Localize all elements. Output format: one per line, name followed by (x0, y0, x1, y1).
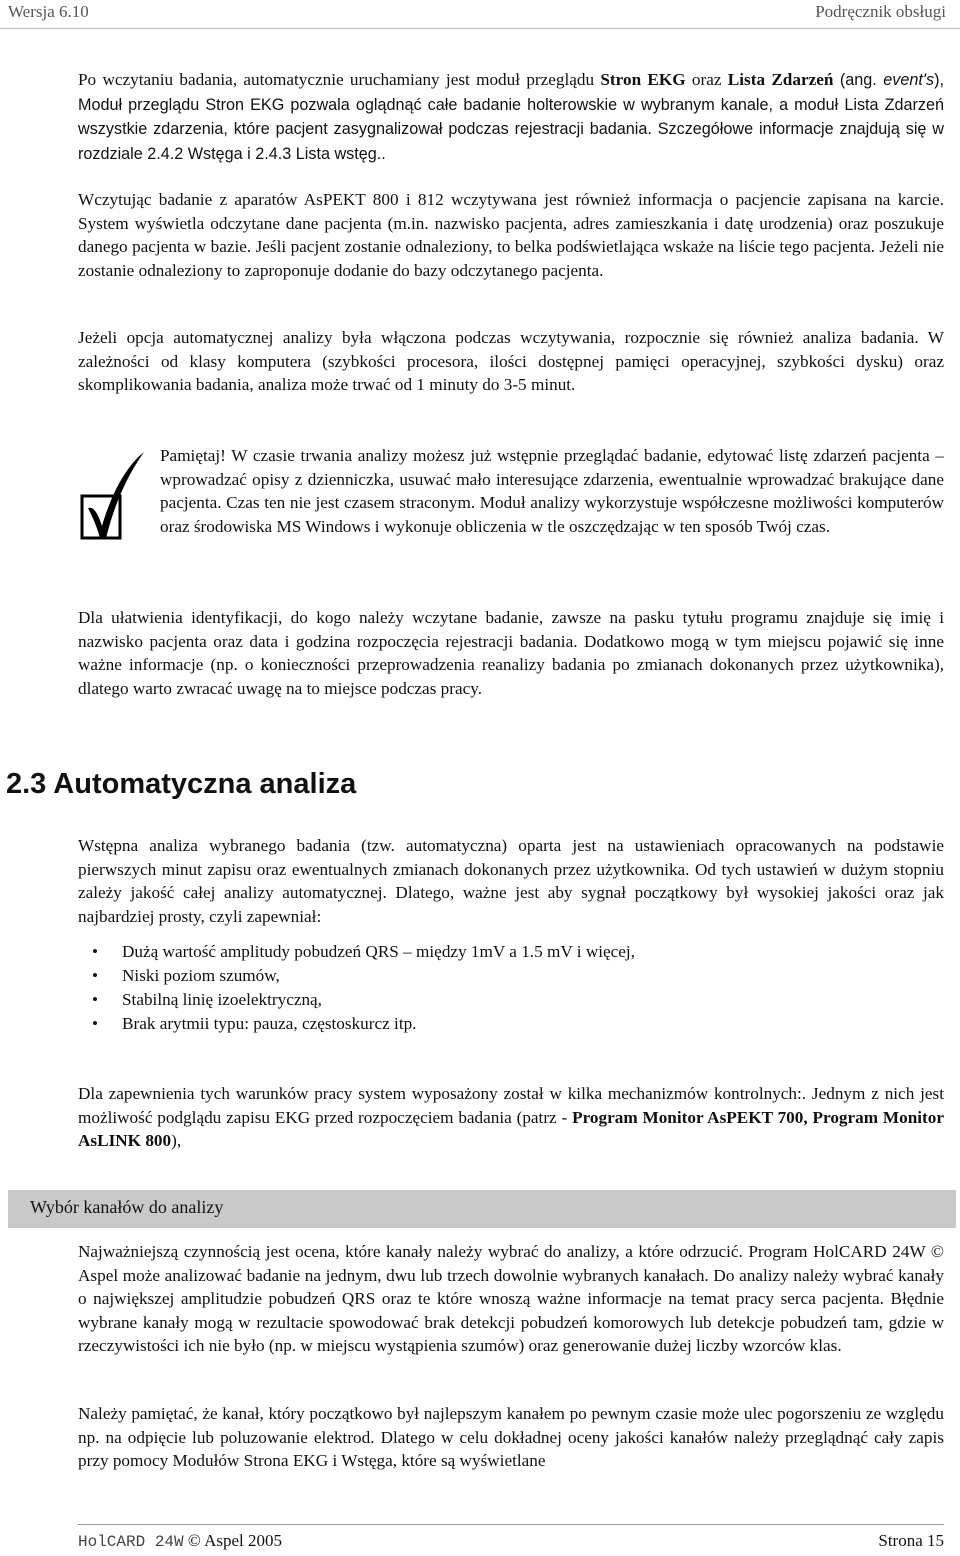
list-item (92, 988, 932, 1012)
italic-term: event's (883, 71, 935, 89)
remember-note: Pamiętaj! W czasie trwania analizy możesz już wstępnie przeglądać badanie, edytować listę zdarzeń pacjenta – wprowadzać opisy z dzienniczka, usuwać mało interesujące zdarzenia, ewentualnie wprowadzać brakujące dane pacjenta. Czas ten nie jest czasem straconym. Moduł analizy wykorzystuje współczesne możliwości komputerów oraz środowiska MS Windows i wykonuje obliczenia w tle oszczędzając w ten sposób Twój czas. (160, 446, 944, 536)
footer-product: HolCARD 24W (78, 1533, 184, 1551)
header-version: Wersja 6.10 (8, 2, 89, 21)
page-header (0, 0, 960, 28)
list-item-text: Niski poziom szumów, (122, 966, 280, 985)
paragraph-channel-quality: Należy pamiętać, że kanał, który początkowo był najlepszym kanałem po pewnym czasie może ulec pogorszeniu ze względu np. na odpięcie lub poluzowanie elektrod. Dlatego w celu dokładnej oceny jakości kanałów należy przeglądnąć cały zapis przy pomocy Modułów Strona EKG i Wstęga, które są wyświetlane (78, 1404, 944, 1470)
list-item (92, 964, 932, 988)
text: ), (171, 1131, 182, 1150)
list-item (92, 1012, 932, 1036)
checkmark-icon (80, 446, 148, 542)
bold-term: Lista Zdarzeń (727, 70, 834, 89)
header-divider (0, 28, 960, 29)
subsection-title: Wybór kanałów do analizy (30, 1197, 224, 1217)
bullet-icon: • (92, 990, 99, 1009)
text: Po wczytaniu badania, automatycznie uruchamiany jest moduł przeglądu (78, 70, 601, 89)
footer-page-label: Strona (878, 1531, 927, 1550)
paragraph-identification: Dla ułatwienia identyfikacji, do kogo należy wczytane badanie, zawsze na pasku tytułu programu znajduje się imię i nazwisko pacjenta oraz data i godzina rozpoczęcia rejestracji badania. Dodatkowo mogą w tym miejscu pojawić się inne ważne informacje (np. o konieczności przeprowadzenia reanalizy badania po zmianach dokonanych przez użytkownika), dlatego warto zwracać uwagę na to miejsce podczas pracy. (78, 608, 944, 698)
bullet-icon: • (92, 966, 99, 985)
bullet-icon: • (92, 942, 99, 961)
paragraph-control-mechanisms (78, 1082, 944, 1153)
bullet-icon: • (92, 1014, 99, 1033)
footer-page (878, 1531, 944, 1551)
footer-left (78, 1531, 282, 1551)
text: (ang. (833, 71, 884, 89)
list-item-text: Stabilną linię izoelektryczną, (122, 990, 322, 1009)
paragraph-patient-card: Wczytując badanie z aparatów AsPEKT 800 i 812 wczytywana jest również informacja o pacjencie zapisana na karcie. System wyświetla odczytane dane pacjenta (m.in. nazwisko pacjenta, adres zamieszkania i datę urodzenia) oraz poszukuje danego pacjenta w bazie. Jeśli pacjent zostanie odnaleziony, to belka podświetlająca wskaże na liście tego pacjenta. Jeżeli nie zostanie odnaleziony to zaproponuje dodanie do bazy odczytanego pacjenta. (78, 190, 944, 280)
footer-divider (78, 1524, 944, 1525)
footer-company: © Aspel 2005 (183, 1531, 283, 1550)
paragraph-pre-analysis: Wstępna analiza wybranego badania (tzw. automatyczna) oparta jest na ustawieniach opracowanych na podstawie pierwszych minut zapisu oraz ewentualnych zmianach dokonanych przez użytkownika. Od tych ustawień w dużym stopniu zależy jakość całej analizy automatycznej. Dlatego, ważne jest aby sygnał początkowy był wysokiej jakości oraz jak najbardziej prosty, czyli zapewniał: (78, 836, 944, 926)
text: oraz (685, 70, 728, 89)
list-item-text: Brak arytmii typu: pauza, częstoskurcz itp. (122, 1014, 417, 1033)
bold-reference: Program Monitor AsPEKT 700, Program Monitor AsLINK 800 (78, 1107, 944, 1150)
header-manual-title: Podręcznik obsługi (815, 2, 946, 21)
subsection-band (8, 1190, 956, 1228)
list-item-text: Dużą wartość amplitudy pobudzeń QRS – między 1mV a 1.5 mV i więcej, (122, 942, 635, 961)
section-heading: 2.3 Automatyczna analiza (6, 768, 357, 800)
paragraph-intro (78, 68, 944, 166)
footer-page-number: 15 (927, 1531, 944, 1550)
text: ), Moduł przeglądu Stron EKG pozwala oglądnąć całe badanie holterowskie w wybranym kanale, a moduł Lista Zdarzeń wszystkie zdarzenia, które pacjent zasygnalizował podczas rejestracji badania. Szczegółowe informacje znajdują się w rozdziale 2.4.2 Wstęga i 2.4.3 Lista wstęg.. (78, 71, 944, 163)
list-item (92, 940, 932, 964)
text: Dla zapewnienia tych warunków pracy system wyposażony został w kilka mechanizmów kontrolnych:. Jednym z nich jest możliwość podglądu zapisu EKG przed rozpoczęciem badania (patrz - (78, 1084, 944, 1127)
bold-term: Stron EKG (600, 70, 686, 89)
paragraph-auto-analysis: Jeżeli opcja automatycznej analizy była włączona podczas wczytywania, rozpocznie się również analiza badania. W zależności od klasy komputera (szybkości procesora, ilości dostępnej pamięci operacyjnej, szybkości dysku) oraz skomplikowania badania, analiza może trwać od 1 minuty do 3-5 minut. (78, 328, 944, 394)
paragraph-channel-choice: Najważniejszą czynnością jest ocena, które kanały należy wybrać do analizy, a które odrzucić. Program HolCARD 24W © Aspel może analizować badanie na jednym, dwu lub trzech dowolnie wybranych kanałach. Do analizy należy wybrać kanały o największej amplitudzie pobudzeń QRS oraz te które wnoszą ważne informacje na temat pracy serca pacjenta. Błędnie wybrane kanały mogą w rezultacie spowodować brak detekcji pobudzeń komorowych lub detekcje pobudzeń tam, gdzie w rzeczywistości ich nie było (np. w miejscu wystąpienia szumów) oraz generowanie dużej liczby wzorców klas. (78, 1242, 944, 1355)
requirements-list (92, 940, 932, 1036)
